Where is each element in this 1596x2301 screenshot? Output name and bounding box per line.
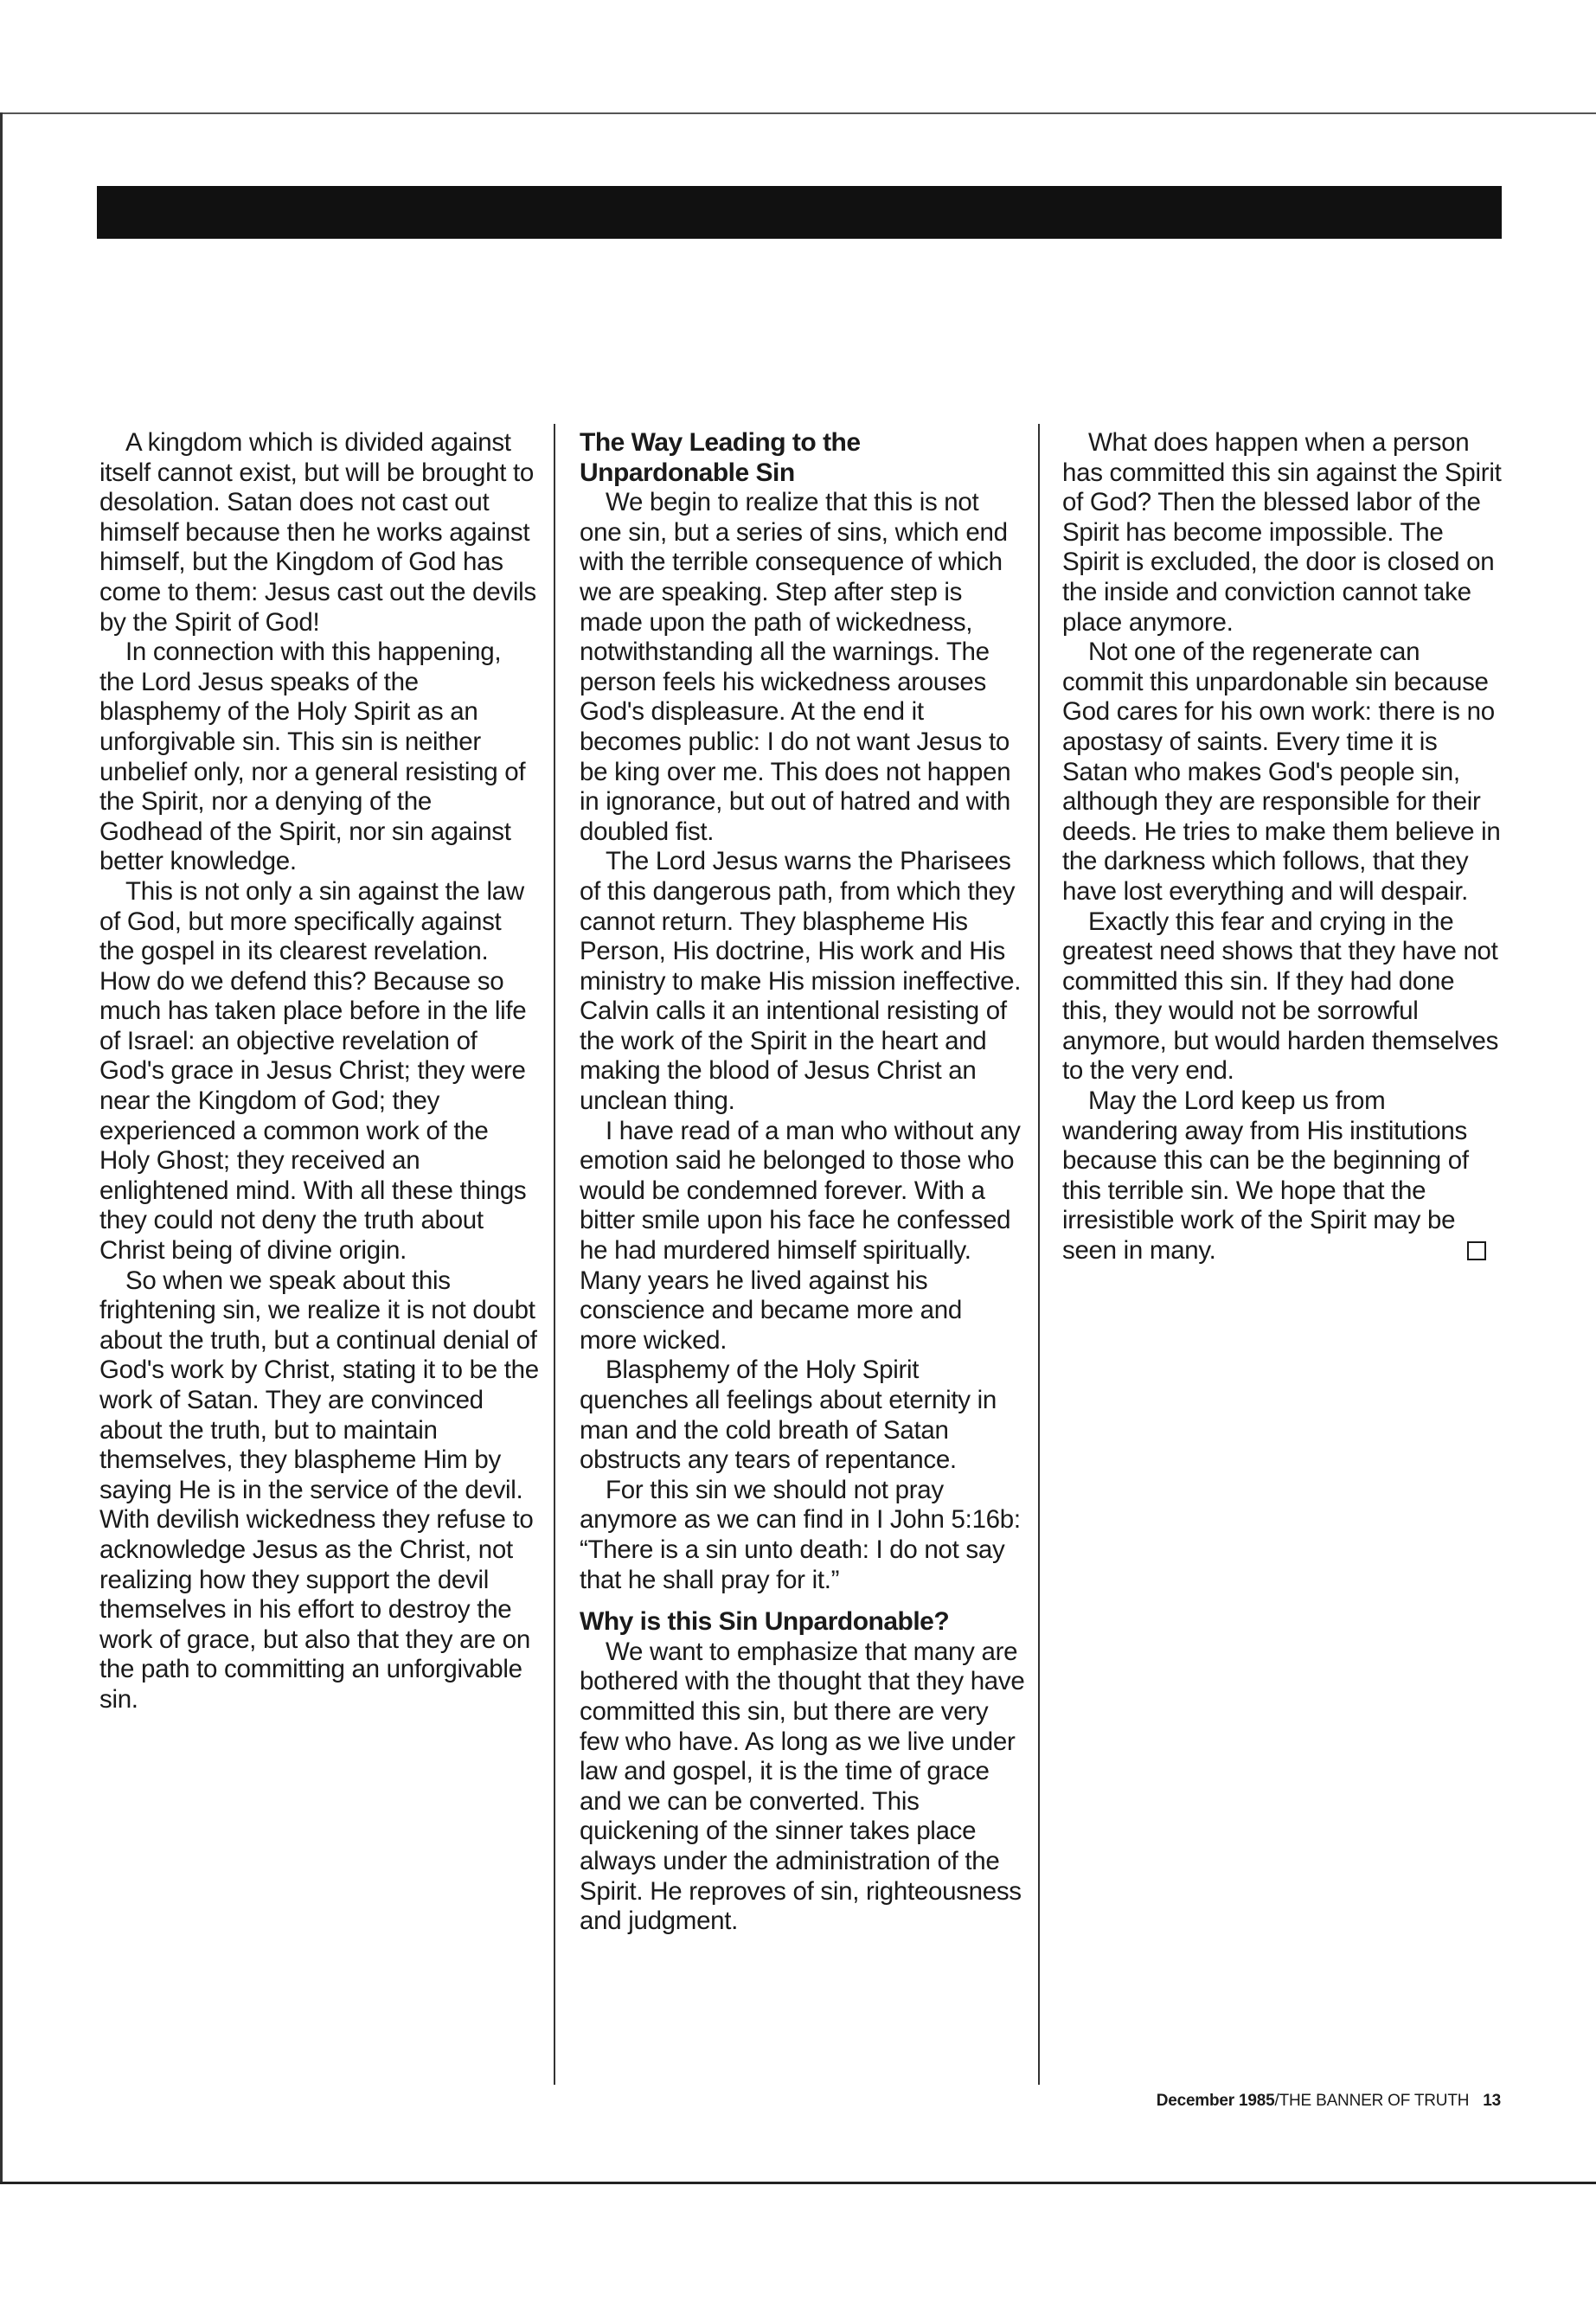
paragraph-final — [1062, 1086, 1503, 1266]
hollow-square-icon — [1467, 1241, 1486, 1260]
paragraph: We begin to realize that this is not one sin, but a series of sins, which end with the terrible consequence of which we are speaking. Step after step is made upon the path of wickedness, notwithstanding all the warnings. The person feels his wickedness arouses God's displeasure. At the end it becomes public: I do not want Jesus to be king over me. This does not happen in ignorance, but out of hatred and with doubled fist. — [580, 488, 1011, 846]
footer-separator: / — [1274, 2092, 1279, 2110]
section-heading: The Way Leading to the Unpardonable Sin — [580, 428, 861, 487]
article-column-2 — [580, 428, 1025, 1937]
paragraph: A kingdom which is divided against itself cannot exist, but will be brought to desolation. Satan does not cast out himself because then he works against himself, but the Kingdom of God has come to them: Jesus cast out the devils by the Spirit of God! — [99, 428, 536, 637]
paragraph: What does happen when a person has committed this sin against the Spirit of God? Then the blessed labor of the Spirit has become impossible. The Spirit is excluded, the door is closed on the inside and conviction cannot take place anymore. — [1062, 428, 1502, 637]
page-number: 13 — [1483, 2092, 1501, 2110]
paragraph: In connection with this happening, the Lord Jesus speaks of the blasphemy of the Holy Spirit as an unforgivable sin. This sin is neither unbelief only, nor a general resisting of the Spirit, nor a denying of the Godhead of the Spirit, nor sin against better knowledge. — [99, 638, 526, 876]
paragraph: Blasphemy of the Holy Spirit quenches all feelings about eternity in man and the cold breath of Satan obstructs any tears of repentance. — [580, 1356, 997, 1475]
header-bar — [97, 186, 1502, 239]
section-heading: Why is this Sin Unpardonable? — [580, 1607, 950, 1637]
paragraph: I have read of a man who without any emotion said he belonged to those who would be condemned forever. With a bitter smile upon his face he confessed he had murdered himself spiritually. Many years he lived against his conscience and became more and more wicked. — [580, 1116, 1021, 1355]
footer-issue-date: December 1985 — [1156, 2092, 1275, 2110]
paragraph: This is not only a sin against the law of God, but more specifically against the gospel in its clearest revelation. How do we defend this? Because so much has taken place before in the life of Israel: an objective revelation of God's grace in Jesus Christ; they were near the Kingdom of God; they experienced a common work of the Holy Ghost; they received an enlightened mind. With all these things they could not deny the truth about Christ being of divine origin. — [99, 876, 527, 1266]
page-footer — [1125, 2091, 1501, 2112]
paragraph: The Lord Jesus warns the Pharisees of this dangerous path, from which they cannot return. They blaspheme His Person, His doctrine, His work and His ministry to make His mission ineffective. Calvin calls it an intentional resisting of the work of the Spirit in the heart and making the blood of Jesus Christ an unclean thing. — [580, 847, 1022, 1116]
page-left-edge — [0, 112, 3, 2184]
paragraph: Exactly this fear and crying in the greatest need shows that they have not committed this sin. If they had done this, they would not be sorrowful anymore, but would harden themselves to the very end. — [1062, 907, 1499, 1086]
paragraph-text: May the Lord keep us from wandering away from His institutions because this can be the beginning of this terrible sin. We hope that the irresistible work of the Spirit may be seen in many. — [1062, 1086, 1469, 1266]
paragraph: For this sin we should not pray anymore as we can find in I John 5:16b: “There is a sin unto death: I do not say that he shall pray for it.” — [580, 1475, 1021, 1594]
page-top-edge — [0, 112, 1596, 114]
paragraph: Not one of the regenerate can commit this unpardonable sin because God cares for his own work: there is no apostasy of saints. Every time it is Satan who makes God's people sin, although they are responsible for their deeds. He tries to make them believe in the darkness which follows, that they have lost everything and will despair. — [1062, 638, 1501, 906]
column-divider — [554, 424, 555, 2085]
paragraph: We want to emphasize that many are bothered with the thought that they have committed this sin, but there are very few who have. As long as we live under law and gospel, it is the time of grace and we can be converted. This quickening of the sinner takes place always under the administration of the Spirit. He reproves of sin, righteousness and judgment. — [580, 1637, 1025, 1936]
page-bottom-edge — [0, 2182, 1596, 2184]
column-divider — [1038, 424, 1040, 2085]
article-column-3 — [1062, 428, 1503, 1266]
article-column-1 — [99, 428, 541, 1715]
paragraph: So when we speak about this frightening sin, we realize it is not doubt about the truth, but a continual denial of God's work by Christ, stating it to be the work of Satan. They are convinced about the truth, but to maintain themselves, they blaspheme Him by saying He is in the service of the devil. With devilish wickedness they refuse to acknowledge Jesus as the Christ, not realizing how they support the devil themselves in his effort to destroy the work of grace, but also that they are on the path to committing an unforgivable sin. — [99, 1266, 539, 1714]
footer-publication: THE BANNER OF TRUTH — [1279, 2092, 1470, 2110]
